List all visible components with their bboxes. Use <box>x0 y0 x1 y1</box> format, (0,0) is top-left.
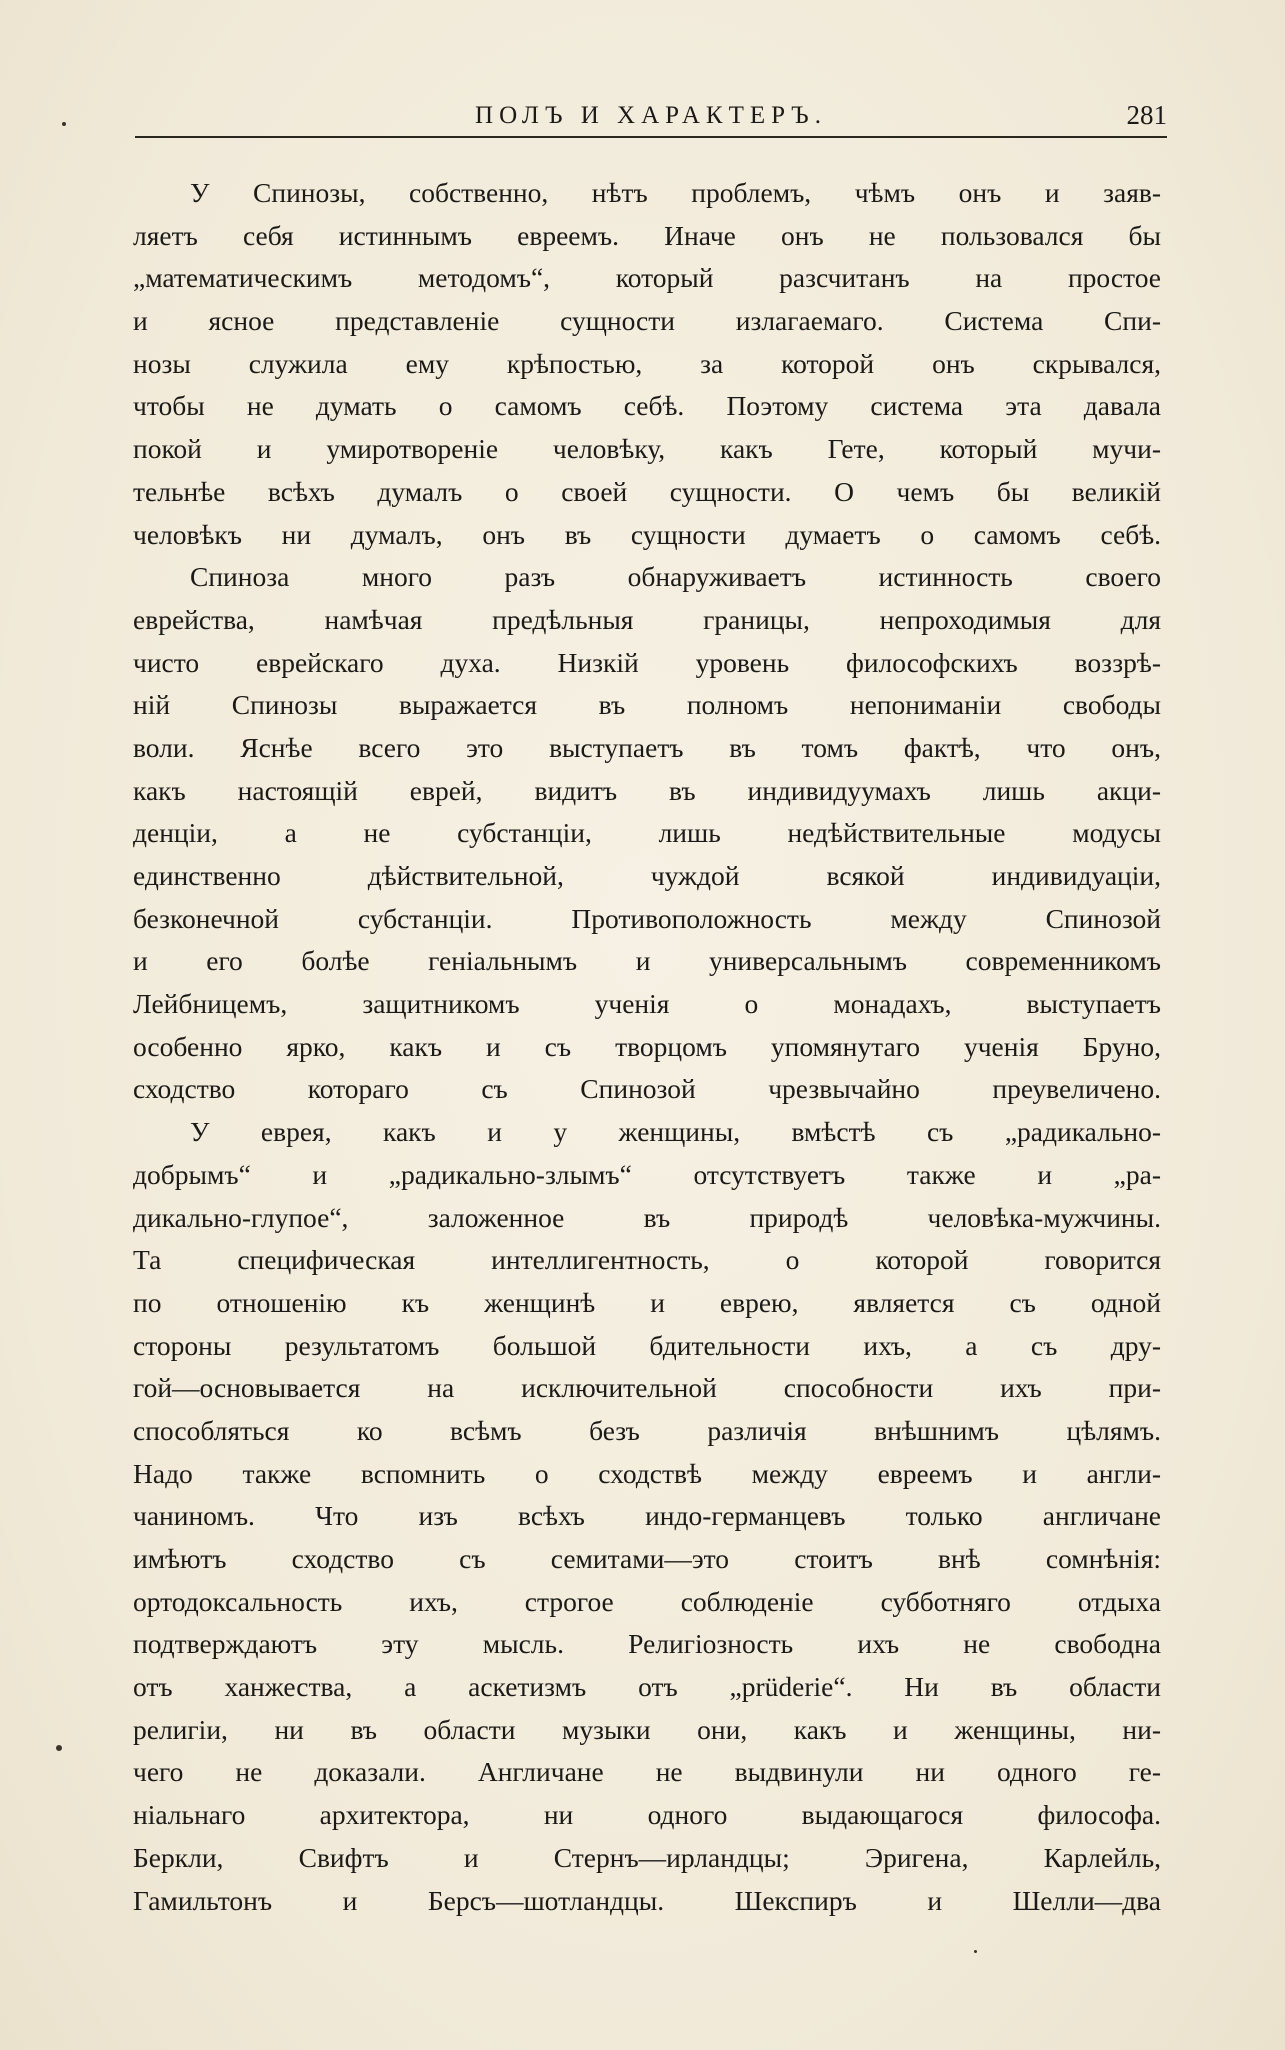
body-text <box>133 172 1161 1922</box>
text-line: Беркли, Свифтъ и Стернъ—ирландцы; Эригена, Карлейль, <box>133 1841 1161 1873</box>
text-line: У еврея, какъ и у женщины, вмѣстѣ съ „радикально- <box>190 1116 1161 1148</box>
text-line: Лейбницемъ, защитникомъ ученія о монадахъ, выступаетъ <box>133 988 1161 1020</box>
text-line: стороны результатомъ большой бдительности ихъ, а съ дру- <box>133 1329 1161 1361</box>
text-line: ляетъ себя истиннымъ евреемъ. Иначе онъ не пользовался бы <box>133 219 1161 251</box>
margin-speck <box>974 1950 977 1953</box>
text-line: ніальнаго архитектора, ни одного выдающагося философа. <box>133 1799 1161 1831</box>
text-line: Та специфическая интеллигентность, о которой говорится <box>133 1244 1161 1276</box>
text-line: „математическимъ методомъ“, который разсчитанъ на простое <box>133 262 1161 294</box>
text-line: какъ настоящій еврей, видитъ въ индивидуумахъ лишь акци- <box>133 774 1161 806</box>
text-line: и ясное представленіе сущности излагаемаго. Система Спи- <box>133 305 1161 337</box>
text-line: гой—основывается на исключительной способности ихъ при- <box>133 1372 1161 1404</box>
text-line: покой и умиротвореніе человѣку, какъ Гете, который мучи- <box>133 433 1161 465</box>
text-line: способляться ко всѣмъ безъ различія внѣшнимъ цѣлямъ. <box>133 1414 1161 1446</box>
text-line: единственно дѣйствительной, чуждой всякой индивидуаціи, <box>133 860 1161 891</box>
text-line: подтверждаютъ эту мысль. Религіозность ихъ не свободна <box>133 1628 1161 1660</box>
text-line: воли. Яснѣе всего это выступаетъ въ томъ фактѣ, что онъ, <box>133 731 1161 763</box>
text-line: нозы служила ему крѣпостью, за которой онъ скрывался, <box>133 347 1161 379</box>
text-line: человѣкъ ни думалъ, онъ въ сущности думаетъ о самомъ себѣ. <box>133 518 1161 550</box>
header-rule <box>135 136 1167 138</box>
text-line: чисто еврейскаго духа. Низкій уровень философскихъ воззрѣ- <box>133 646 1161 678</box>
running-head-title: ПОЛЪ И ХАРАКТЕРЪ. <box>475 102 827 129</box>
text-line: еврейства, намѣчая предѣльныя границы, непроходимыя для <box>133 603 1161 635</box>
page-number: 281 <box>1126 100 1167 130</box>
text-line: Спиноза много разъ обнаруживаетъ истинность своего <box>190 561 1161 593</box>
text-line: безконечной субстанціи. Противоположность между Спинозой <box>133 902 1161 934</box>
text-line: отъ ханжества, а аскетизмъ отъ „prüderie“. Ни въ области <box>133 1671 1161 1703</box>
text-line: добрымъ“ и „радикально-злымъ“ отсутствуетъ также и „ра- <box>133 1158 1161 1190</box>
text-line: У Спинозы, собственно, нѣтъ проблемъ, чѣмъ онъ и заяв- <box>190 177 1161 208</box>
text-line: по отношенію къ женщинѣ и еврею, является съ одной <box>133 1286 1161 1318</box>
text-line: тельнѣе всѣхъ думалъ о своей сущности. О чемъ бы великій <box>133 475 1161 507</box>
text-line: чтобы не думать о самомъ себѣ. Поэтому система эта давала <box>133 390 1161 422</box>
text-line: и его болѣе геніальнымъ и универсальнымъ современникомъ <box>133 945 1161 977</box>
text-line: денціи, а не субстанціи, лишь недѣйствительные модусы <box>133 817 1161 849</box>
text-line: ортодоксальность ихъ, строгое соблюденіе субботняго отдыха <box>133 1585 1161 1617</box>
text-line: религіи, ни въ области музыки они, какъ и женщины, ни- <box>133 1713 1161 1745</box>
margin-speck <box>56 1745 62 1751</box>
text-line: дикально-глупое“, заложенное въ природѣ человѣка-мужчины. <box>133 1201 1161 1233</box>
text-line: особенно ярко, какъ и съ творцомъ упомянутаго ученія Бруно, <box>133 1030 1161 1062</box>
text-line: ній Спинозы выражается въ полномъ непониманіи свободы <box>133 689 1161 721</box>
text-line: Надо также вспомнить о сходствѣ между евреемъ и англи- <box>133 1457 1161 1489</box>
text-line: чаниномъ. Что изъ всѣхъ индо-германцевъ только англичане <box>133 1500 1161 1532</box>
running-head <box>135 100 1167 140</box>
text-line: имѣютъ сходство съ семитами—это стоитъ внѣ сомнѣнія: <box>133 1543 1161 1574</box>
text-line: Гамильтонъ и Берсъ—шотландцы. Шекспиръ и Шелли—два <box>133 1884 1161 1916</box>
text-line: сходство котораго съ Спинозой чрезвычайно преувеличено. <box>133 1073 1161 1105</box>
text-line: чего не доказали. Англичане не выдвинули ни одного ге- <box>133 1756 1161 1788</box>
margin-speck <box>62 122 66 126</box>
